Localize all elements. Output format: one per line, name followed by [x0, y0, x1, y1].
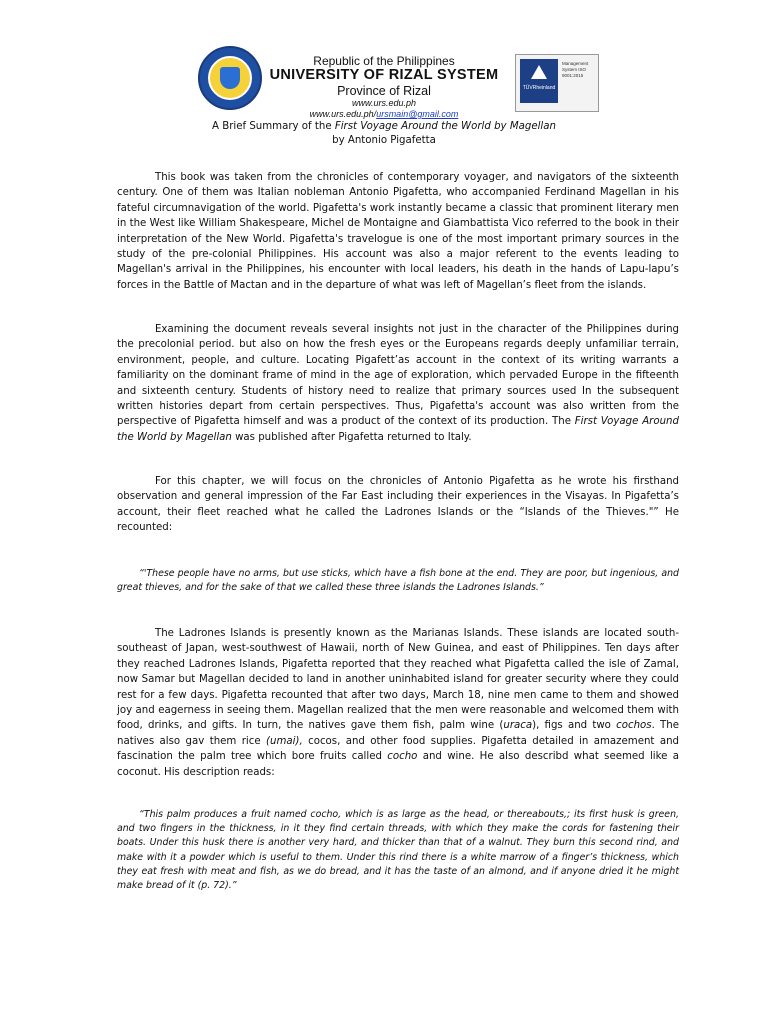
- title-italic: First Voyage Around the World by Magellan: [334, 121, 556, 132]
- cert-badge-label: TÜVRheinland: [522, 85, 556, 91]
- paragraph-1-text: This book was taken from the chronicles of contemporary voyager, and navigators of the sixteenth century. One of them was Italian nobleman Antonio Pigafetta, who accompanied Ferdinand Magellan in his fateful circumnavigation of the world. Pigafetta's work instantly became a classic that prominent literary men in the West like William Shakespeare, Michel de Montaigne and Giambattista Vico referred to the book in their interpretation of the New World. Pigafetta's travelogue is one of the most important primary sources in the study of the pre-colonial Philippines. His account was also a major referent to the events leading to Magellan's arrival in the Philippines, his encounter with local leaders, his death in the hands of Lapu-lapu’s forces in the Battle of Mactan and in the departure of what was left of Magellan’s fleet from the islands.: [117, 172, 679, 291]
- certification-logo: [515, 54, 599, 112]
- letterhead: [0, 40, 768, 119]
- title-line: [0, 120, 768, 134]
- university-name: UNIVERSITY OF RIZAL SYSTEM: [269, 67, 499, 83]
- paragraph-2: [117, 322, 679, 445]
- paragraph-3: [117, 474, 679, 536]
- email-link[interactable]: ursmain@gmail.com: [376, 109, 459, 119]
- paragraph-2-text: Examining the document reveals several insights not just in the character of the Philippines during the precolonial period. but also on how the fresh eyes or the Europeans regards deeply unfamiliar terrain, environment, people, and culture. Locating Pigafett’as account in the context of its writing warrants a familiarity on the dominant frame of mind in the age of exploration, which pervaded Europe in the fifteenth and sixteenth century. Students of history need to realize that primary sources used In the subsequent written histories depart from certain perspectives. Thus, Pigafetta's account was also written from the perspective of Pigafetta himself and was a product of the context of its production. The First Voyage Around the World by Magellan was published after Pigafetta returned to Italy.: [117, 324, 679, 443]
- republic-label: Republic of the Philippines: [313, 54, 455, 68]
- province-label: Province of Rizal: [337, 84, 431, 98]
- title-byline: by Antonio Pigafetta: [332, 135, 436, 146]
- quote-2: “This palm produces a fruit named cocho, which is as large as the head, or thereabouts,; its first husk is green, and two fingers in the thickness, in it they find certain threads, with which they make the cords for fastening their boats. Under this husk there is another very hard, and thicker than that of a walnut. They burn this second rind, and make with it a powder which is useful to them. Under this rind there is a white marrow of a finger’s thickness, which they eat fresh with meat and fish, as we do bread, and it has the taste of an almond, and if anyone dried it he might make bread of it (p. 72).”: [117, 809, 679, 892]
- cert-text: Management System ISO 9001:2015: [562, 61, 589, 78]
- document-title: [0, 120, 768, 148]
- email-prefix: www.urs.edu.ph/: [309, 109, 377, 119]
- website-label: www.urs.edu.ph: [351, 98, 417, 108]
- quote-1: “'These people have no arms, but use sticks, which have a fish bone at the end. They are poor, but ingenious, and great thieves, and for the sake of that we called these three islands the Ladrones Islands.”: [117, 568, 679, 594]
- title-prefix: A Brief Summary of the: [212, 121, 335, 132]
- paragraph-3-text: For this chapter, we will focus on the chronicles of Antonio Pigafetta as he wrote his firsthand observation and general impression of the Far East including their experiences in the Visayas. In Pigafetta’s account, their fleet reached what he called the Ladrones Islands or the “Islands of the Thieves."” He recounted:: [117, 476, 679, 534]
- tuv-badge-icon: [520, 59, 558, 103]
- paragraph-4: [117, 626, 679, 780]
- paragraph-1: [117, 170, 679, 293]
- email-line: [0, 109, 768, 119]
- paragraph-4-text: The Ladrones Islands is presently known as the Marianas Islands. These islands are located south-southeast of Japan, west-southwest of Hawaii, north of New Guinea, and east of Philippines. Ten days after they reached Ladrones Islands, Pigafetta reported that they reached what Pigafetta called the isle of Zamal, now Samar but Magellan decided to land in another uninhabited island for greater security where they could rest for a few days. Pigafetta recounted that after two days, March 18, nine men came to them and showed joy and eagerness in seeing them. Magellan realized that the men were reasonable and welcomed them with food, drinks, and gifts. In turn, the natives gave them fish, palm wine (uraca), figs and two cochos. The natives also gav them rice (umai), cocos, and other food supplies. Pigafetta detailed in amazement and fascination the palm tree which bore fruits called cocho and wine. He also describd what seemed like a coconut. His description reads:: [117, 628, 680, 778]
